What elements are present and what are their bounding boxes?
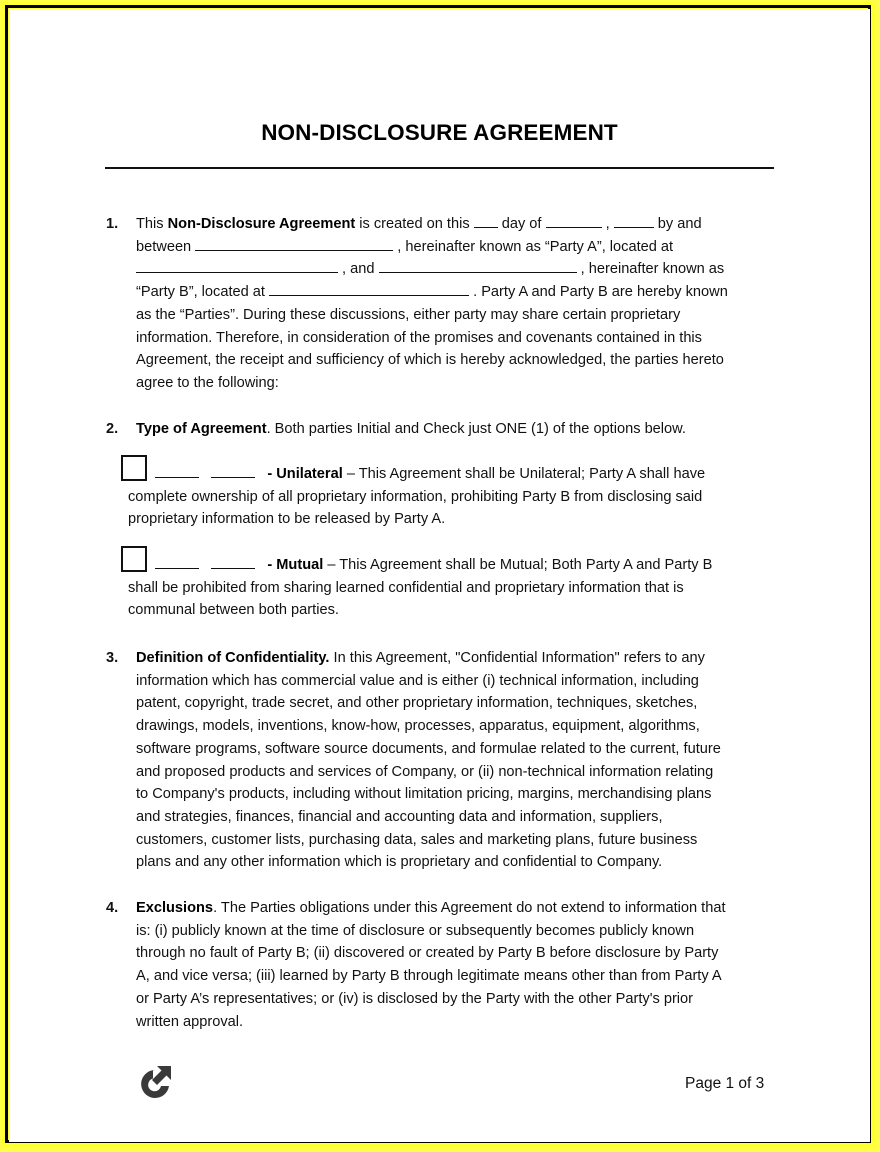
section-number: 4. — [106, 900, 119, 916]
line: “Party B”, located at . Party A and Party B are hereby known — [136, 281, 776, 304]
section-number: 3. — [106, 650, 119, 666]
year-field[interactable] — [614, 213, 654, 228]
line: shall be prohibited from sharing learned confidential and proprietary information that is — [128, 579, 684, 596]
line: , and , hereinafter known as — [136, 258, 776, 281]
line: is: (i) publicly known at the time of disclosure or subsequently becomes publicly known — [136, 922, 695, 939]
line: A, and vice versa; (iii) learned by Party B through legitimate means other than from Party A — [136, 968, 722, 985]
line: software programs, software source documents, and formulae related to the current, future — [136, 740, 721, 757]
line: to Company's products, including without limitation pricing, margins, merchandising plans — [136, 786, 712, 803]
line: and strategies, finances, financial and accounting data and information, suppliers, — [136, 808, 663, 825]
document-title: NON-DISCLOSURE AGREEMENT — [261, 120, 618, 145]
line: plans and any other information which is proprietary and confidential to Company. — [136, 854, 663, 871]
line: or Party A’s representatives; or (iv) is disclosed by the Party with the other Party's prior — [136, 990, 694, 1007]
line: agree to the following: — [136, 374, 279, 391]
option-label: - Mutual — [267, 557, 324, 573]
party-a-address-field[interactable] — [136, 258, 338, 273]
page-number: Page 1 of 3 — [685, 1075, 765, 1092]
section-3 — [106, 647, 786, 874]
line: customers, customer lists, purchasing data, sales and marketing plans, future business — [136, 831, 698, 848]
line: between , hereinafter known as “Party A”, located at — [136, 236, 776, 259]
section-1 — [106, 213, 786, 395]
initials-b-field[interactable] — [211, 554, 255, 569]
line: drawings, models, inventions, know-how, processes, apparatus, equipment, algorithms, — [136, 718, 700, 735]
section-heading: Type of Agreement — [136, 421, 267, 437]
agreement-name: Non-Disclosure Agreement — [167, 216, 356, 232]
mutual-checkbox[interactable] — [121, 546, 147, 572]
line: complete ownership of all proprietary information, prohibiting Party B from disclosing said — [128, 488, 703, 505]
line: and proposed products and services of Company, or (ii) non-technical information relating — [136, 763, 714, 780]
line: - Mutual – This Agreement shall be Mutual; Both Party A and Party B — [121, 554, 781, 577]
section-heading: Exclusions — [136, 900, 214, 916]
line: Definition of Confidentiality. In this Agreement, "Confidential Information" refers to any — [136, 650, 705, 666]
section-number: 1. — [106, 216, 119, 232]
section-4-body — [136, 897, 776, 1033]
option-label: - Unilateral — [267, 466, 343, 482]
section-4 — [106, 897, 786, 1033]
line: as the “Parties”. During these discussions, either party may share certain proprietary — [136, 306, 681, 323]
line: through no fault of Party B; (ii) discovered or created by Party B before disclosure by Party — [136, 945, 719, 962]
party-b-address-field[interactable] — [269, 281, 469, 296]
initials-a-field[interactable] — [155, 554, 199, 569]
initials-a-field[interactable] — [155, 463, 199, 478]
line: information. Therefore, in consideration of the promises and covenants contained in this — [136, 329, 702, 346]
party-a-name-field[interactable] — [195, 236, 393, 251]
section-2 — [106, 418, 786, 441]
option-unilateral — [121, 463, 781, 531]
line: written approval. — [136, 1013, 244, 1030]
line: - Unilateral – This Agreement shall be Unilateral; Party A shall have — [121, 463, 781, 486]
title-divider — [105, 167, 774, 169]
line: This Non-Disclosure Agreement is created on this day of , by and — [136, 213, 776, 236]
party-b-name-field[interactable] — [379, 258, 577, 273]
unilateral-checkbox[interactable] — [121, 455, 147, 481]
curved-arrow-logo-icon — [137, 1064, 173, 1102]
initials-b-field[interactable] — [211, 463, 255, 478]
section-2-body — [136, 418, 776, 441]
section-number: 2. — [106, 421, 119, 437]
section-1-body — [136, 213, 776, 395]
line: patent, copyright, trade secret, and other proprietary information, techniques, sketches, — [136, 695, 698, 712]
section-3-body — [136, 647, 776, 874]
line: proprietary information to be released by Party A. — [128, 511, 446, 528]
day-field[interactable] — [474, 213, 498, 228]
line: Agreement, the receipt and sufficiency of which is hereby acknowledged, the parties hereto — [136, 352, 724, 369]
line: information which has commercial value and is either (i) technical information, including — [136, 672, 699, 689]
section-heading: Definition of Confidentiality. — [136, 650, 330, 666]
line: Exclusions. The Parties obligations under this Agreement do not extend to information that — [136, 900, 726, 916]
month-field[interactable] — [546, 213, 602, 228]
document-page — [9, 9, 870, 1142]
line: communal between both parties. — [128, 602, 339, 619]
line: Type of Agreement. Both parties Initial and Check just ONE (1) of the options below. — [136, 421, 686, 437]
option-mutual — [121, 554, 781, 622]
